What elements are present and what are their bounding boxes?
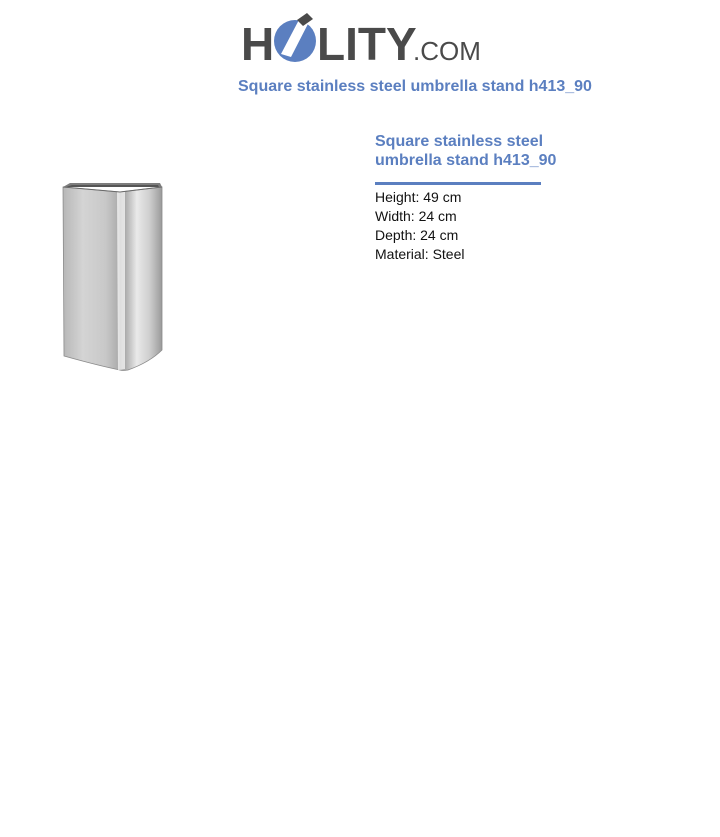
holity-logo	[241, 10, 481, 68]
spec-list	[375, 188, 595, 264]
svg-text:H: H	[241, 18, 275, 68]
title-divider	[375, 182, 541, 185]
spec-material: Material: Steel	[375, 246, 465, 262]
spec-label: Material	[375, 246, 425, 262]
product-image	[60, 180, 166, 374]
spec-width: Width: 24 cm	[375, 208, 457, 224]
product-title-line-1: Square stainless steel	[375, 133, 544, 150]
logo-o-mark	[274, 13, 316, 62]
svg-text:.COM: .COM	[413, 36, 481, 66]
spec-depth: Depth: 24 cm	[375, 227, 459, 243]
page-title: Square stainless steel umbrella stand h413_90	[238, 78, 592, 95]
spec-label: Width	[375, 208, 411, 224]
product-details	[375, 132, 595, 264]
spec-value: 24 cm	[420, 227, 459, 243]
spec-value: Steel	[432, 246, 465, 262]
spec-label: Depth	[375, 227, 413, 243]
svg-text:LITY: LITY	[317, 18, 417, 68]
product-title-line-2: umbrella stand h413_90	[375, 152, 557, 169]
spec-value: 24 cm	[418, 208, 457, 224]
spec-value: 49 cm	[423, 189, 462, 205]
spec-label: Height	[375, 189, 416, 205]
spec-height: Height: 49 cm	[375, 189, 462, 205]
product-title	[375, 132, 595, 170]
